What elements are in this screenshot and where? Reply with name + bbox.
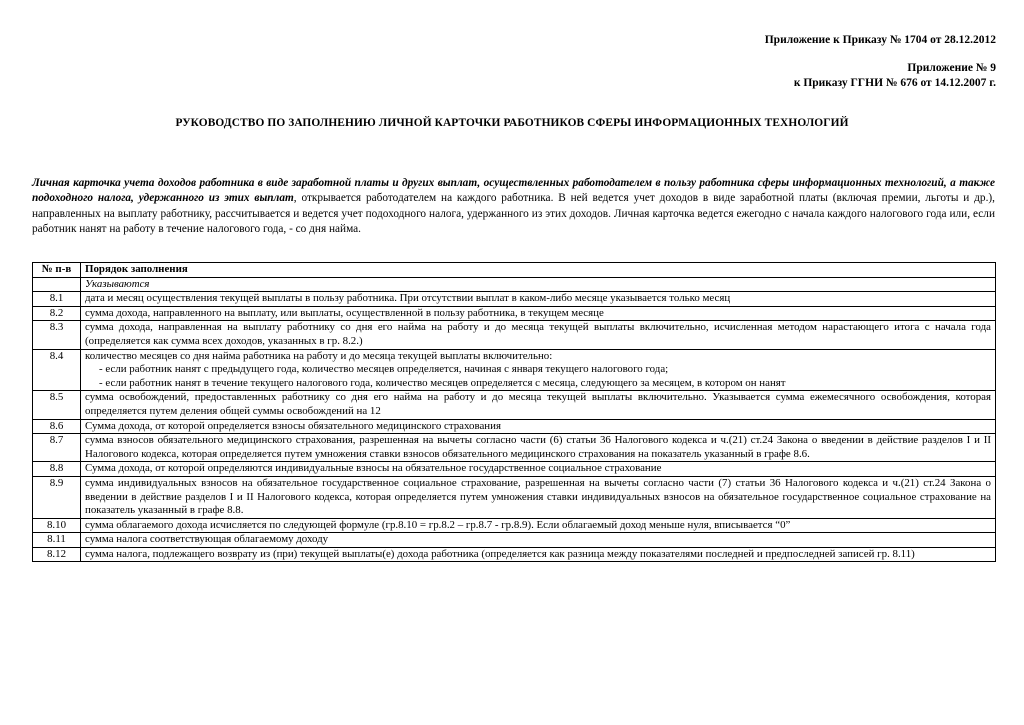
table-subheader: Указываются [81,277,996,292]
table-row [33,321,996,349]
document-title: РУКОВОДСТВО ПО ЗАПОЛНЕНИЮ ЛИЧНОЙ КАРТОЧКИ РАБОТНИКОВ СФЕРЫ ИНФОРМАЦИОННЫХ ТЕХНОЛОГИЙ [175,117,849,129]
table-subheader-row [33,277,996,292]
row-text: сумма налога, подлежащего возврату из (при) текущей выплаты(е) дохода работника (определяется как разница между показателями последней и предпоследней записей гр. 8.11) [81,547,996,562]
row-text: Сумма дохода, от которой определяется взносы обязательного медицинского страхования [81,419,996,434]
table-row [33,434,996,462]
row-number: 8.7 [33,434,81,462]
subheader-empty-cell [33,277,81,292]
intro-rest: , открывается работодателем на каждого работника. В ней ведется учет доходов в виде заработной платы (включая премии, льготы и др.), направленных на выплату работнику, рассчитывается и ведется учет подоходного налога, удержанного из этих доходов. Личная карточка ведется ежегодно с начала каждого налогового года или, если работник нанят на работу в течение налогового года, - со дня найма. [32,192,995,235]
row-text: сумма дохода, направленная на выплату работнику со дня его найма на работу и до месяца текущей выплаты включительно, исчисленная методом нарастающего итога с начала года (определяется как сумма всех доходов, указанных в гр. 8.2.) [81,321,996,349]
appendix-order-reference: Приложение к Приказу № 1704 от 28.12.2012 [764,34,996,46]
table-row [33,391,996,419]
table-row [33,306,996,321]
table-row [33,292,996,307]
column-header-order: Порядок заполнения [81,263,996,278]
row-text: сумма налога соответствующая облагаемому доходу [81,533,996,548]
row-subitem: - если работник нанят в течение текущего налогового года, количество месяцев определяется с месяца, следующего за месяцем, в котором он нанят [99,376,786,389]
row-number: 8.10 [33,518,81,533]
row-text: сумма взносов обязательного медицинского страхования, разрешенная на вычеты согласно части (6) статьи 36 Налогового кодекса и ч.(21) ст.24 Закона о введении в действие разделов I и II Налогового кодекса, которая определяется путем умножения ставки взносов обязательного медицинского страхования на показатель указанный в графе 8.6. [81,434,996,462]
row-number: 8.2 [33,306,81,321]
row-text: сумма индивидуальных взносов на обязательное государственное социальное страхование, разрешенная на вычеты согласно части (7) статьи 36 Налогового кодекса и ч.(21) ст.24 Закона о введении в действие разделов I и II Налогового кодекса, которая определяется путем умножения ставки индивидуальных взносов на обязательное государственное социальное страхование на показатель указанный в графе 8.8. [81,476,996,518]
table-row [33,518,996,533]
row-number: 8.9 [33,476,81,518]
filling-guide-table [32,262,996,562]
table-header-row [33,263,996,278]
row-subitem: - если работник нанят с предыдущего года, количество месяцев определяется, начиная с января текущего налогового года; [99,363,669,376]
row-number: 8.3 [33,321,81,349]
column-header-number: № п-в [33,263,81,278]
row-text: сумма облагаемого дохода исчисляется по следующей формуле (гр.8.10 = гр.8.2 – гр.8.7 - гр.8.9). Если облагаемый доход меньше нуля, вписывается “0” [81,518,996,533]
table-row [33,533,996,548]
row-number: 8.12 [33,547,81,562]
row-text: сумма освобождений, предоставленных работнику со дня его найма на работу и до месяца текущей выплаты включительно. Указывается сумма ежемесячного освобождения, которая определяется путем деления общей суммы освобождений на 12 [81,391,996,419]
appendix-order-ggni: к Приказу ГГНИ № 676 от 14.12.2007 г. [793,77,996,89]
row-text: Сумма дохода, от которой определяются индивидуальные взносы на обязательное государственное социальное страхование [81,462,996,477]
table-row [33,547,996,562]
table-row [33,476,996,518]
row-text: сумма дохода, направленного на выплату, или выплаты, осуществленной в пользу работника, в текущем месяце [81,306,996,321]
intro-bold-part: Личная карточка учета доходов работника в виде заработной платы и других выплат, осуществленных работодателем в пользу работника сферы информационных технологий, а также подоходного налога, удержанного из этих выплат [32,177,995,205]
row-text-multiline [81,349,996,391]
appendix-number: Приложение № 9 [907,62,996,74]
row-number: 8.5 [33,391,81,419]
row-number: 8.4 [33,349,81,391]
table-row [33,419,996,434]
row-text: дата и месяц осуществления текущей выплаты в пользу работника. При отсутствии выплат в каком-либо месяце указывается только месяц [81,292,996,307]
table-row [33,462,996,477]
row-number: 8.1 [33,292,81,307]
intro-paragraph [32,176,995,237]
row-text: количество месяцев со дня найма работника на работу и до месяца текущей выплаты включительно: [85,349,553,362]
row-number: 8.8 [33,462,81,477]
table-row [33,349,996,391]
row-number: 8.6 [33,419,81,434]
row-number: 8.11 [33,533,81,548]
